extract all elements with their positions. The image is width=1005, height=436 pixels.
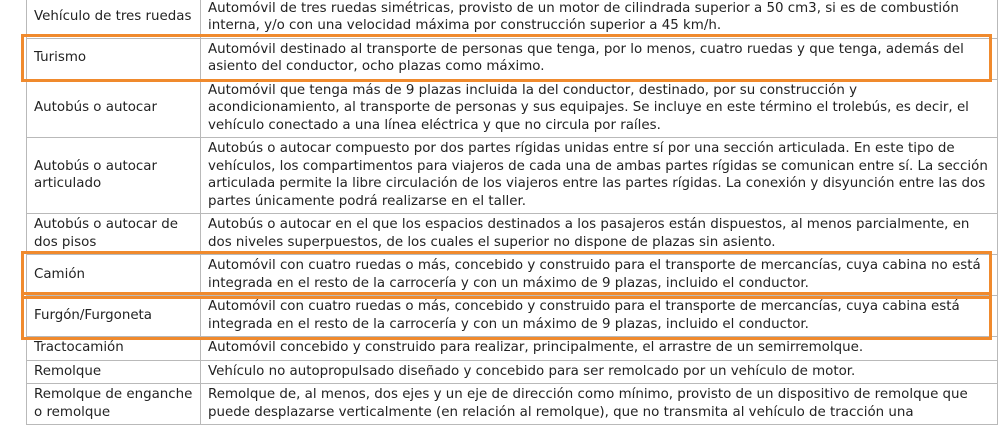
term-cell: Tractocamión <box>27 337 201 361</box>
term-cell: Remolque de enganche o remolque <box>27 384 201 425</box>
table-row <box>27 0 998 38</box>
term-cell: Autobús o autocar <box>27 79 201 138</box>
table-row <box>27 296 998 337</box>
table-row <box>27 214 998 255</box>
definition-cell: Automóvil de tres ruedas simétricas, provisto de un motor de cilindrada superior a 50 cm3, si es de combustión interna, y/o con una velocidad máxima por construcción superior a 45 km/h. <box>201 0 998 38</box>
definition-cell: Vehículo no autopropulsado diseñado y concebido para ser remolcado por un vehículo de motor. <box>201 360 998 384</box>
term-cell: Autobús o autocar de dos pisos <box>27 214 201 255</box>
table-row <box>27 337 998 361</box>
definition-cell: Autobús o autocar compuesto por dos partes rígidas unidas entre sí por una sección articulada. En este tipo de vehículos, los compartimentos para viajeros de cada una de ambas partes rígidas se comunican entre sí. La sección articulada permite la libre circulación de los viajeros entre las partes rígidas. La conexión y disyunción entre las dos partes únicamente podrá realizarse en el taller. <box>201 138 998 214</box>
definition-cell: Automóvil con cuatro ruedas o más, concebido y construido para el transporte de mercancías, cuya cabina no está integrada en el resto de la carrocería y con un máximo de 9 plazas, incluido el conductor. <box>201 255 998 296</box>
vehicle-definitions-table <box>26 0 998 425</box>
term-cell: Autobús o autocar articulado <box>27 138 201 214</box>
term-cell: Furgón/Furgoneta <box>27 296 201 337</box>
term-cell: Vehículo de tres ruedas <box>27 0 201 38</box>
term-cell: Turismo <box>27 38 201 79</box>
term-cell: Camión <box>27 255 201 296</box>
definition-cell: Automóvil con cuatro ruedas o más, concebido y construido para el transporte de mercancías, cuya cabina está integrada en el resto de la carrocería y con un máximo de 9 plazas, incluido el conductor. <box>201 296 998 337</box>
term-cell: Remolque <box>27 360 201 384</box>
table-row <box>27 384 998 425</box>
definition-cell: Automóvil que tenga más de 9 plazas incluida la del conductor, destinado, por su construcción y acondicionamiento, al transporte de personas y sus equipajes. Se incluye en este término el trolebús, es decir, el vehículo conectado a una línea eléctrica y que no circula por raíles. <box>201 79 998 138</box>
table-row <box>27 38 998 79</box>
table-row <box>27 255 998 296</box>
definition-cell: Automóvil destinado al transporte de personas que tenga, por lo menos, cuatro ruedas y que tenga, además del asiento del conductor, ocho plazas como máximo. <box>201 38 998 79</box>
table-row <box>27 138 998 214</box>
definition-cell: Automóvil concebido y construido para realizar, principalmente, el arrastre de un semirremolque. <box>201 337 998 361</box>
table-row <box>27 360 998 384</box>
definition-cell: Remolque de, al menos, dos ejes y un eje de dirección como mínimo, provisto de un dispositivo de remolque que puede desplazarse verticalmente (en relación al remolque), que no transmita al vehículo de tracción una <box>201 384 998 425</box>
table-row <box>27 79 998 138</box>
definition-cell: Autobús o autocar en el que los espacios destinados a los pasajeros están dispuestos, al menos parcialmente, en dos niveles superpuestos, de los cuales el superior no dispone de plazas sin asiento. <box>201 214 998 255</box>
